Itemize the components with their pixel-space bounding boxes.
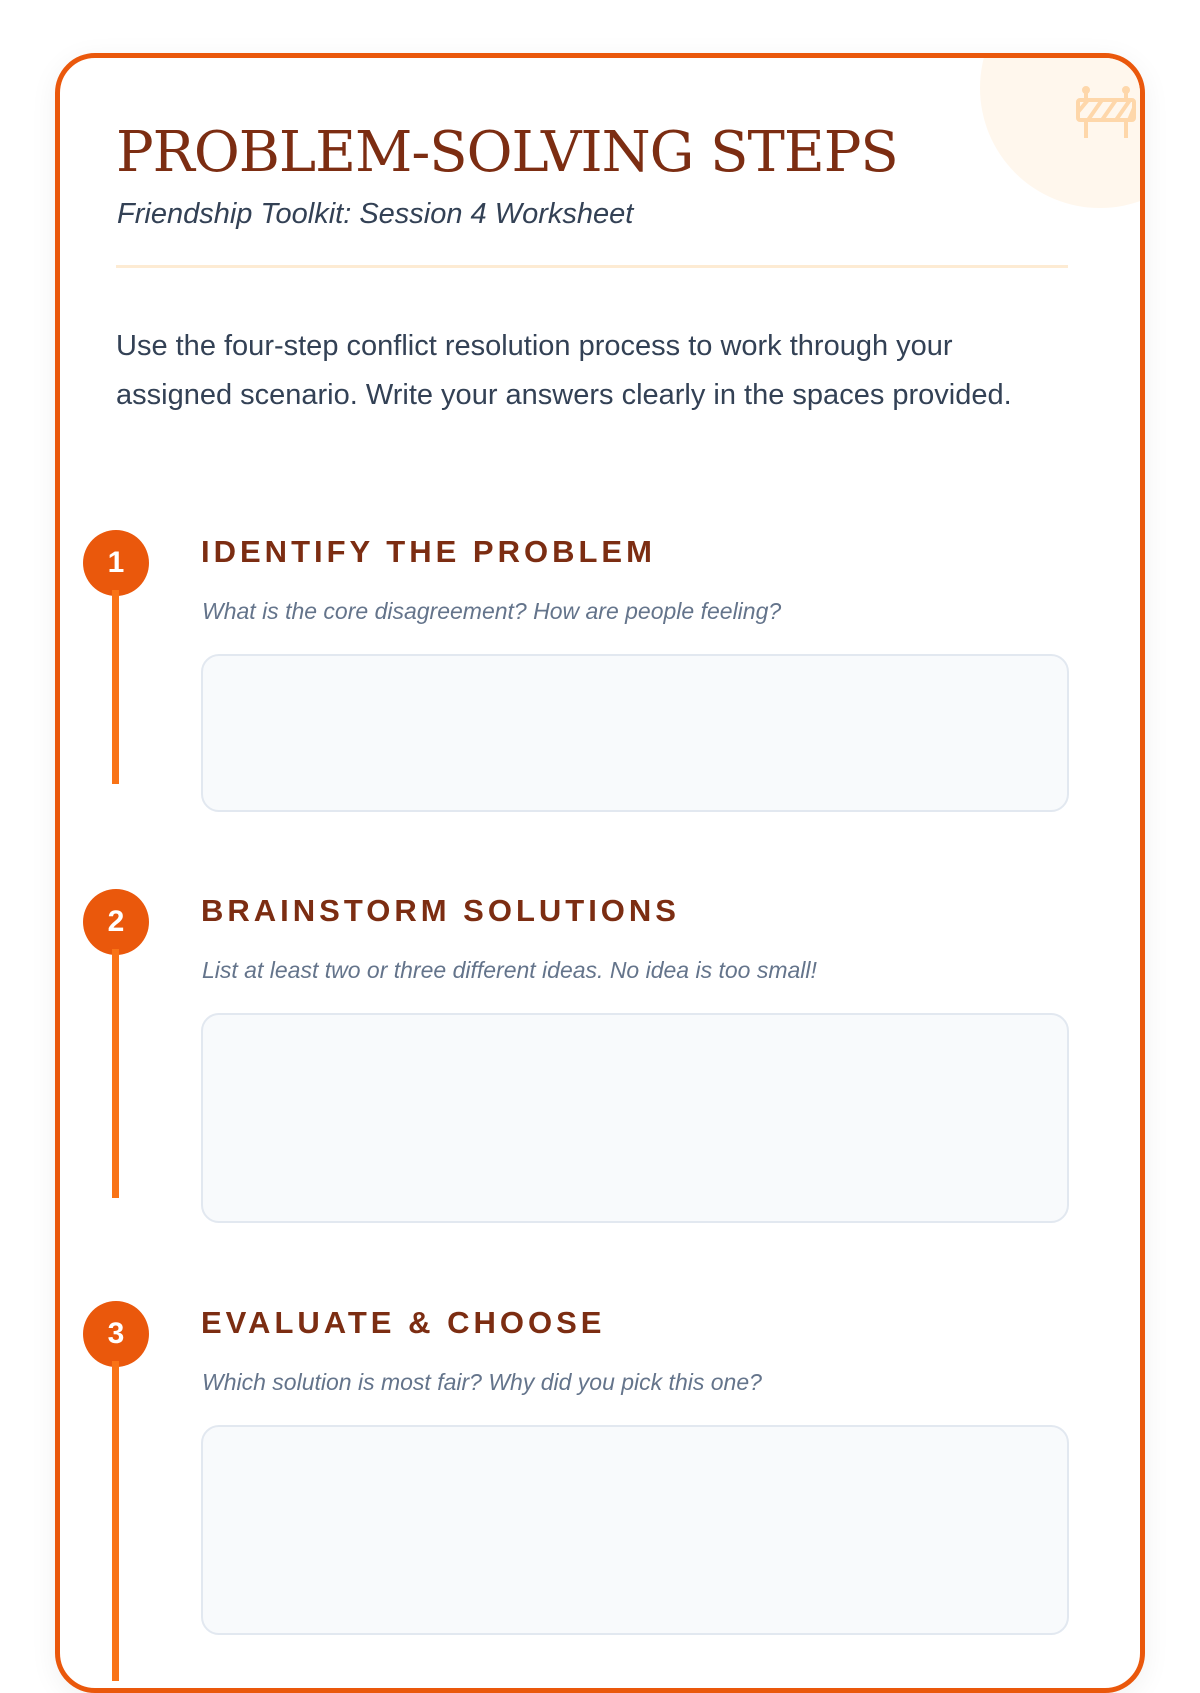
- worksheet-card: [55, 53, 1145, 1693]
- page-title: PROBLEM-SOLVING STEPS: [116, 120, 898, 185]
- step-number-badge: 2: [83, 889, 149, 955]
- road-barrier-icon: [1074, 86, 1138, 142]
- answer-field-identify-problem[interactable]: [201, 654, 1069, 812]
- step-prompt: What is the core disagreement? How are people feeling?: [202, 598, 782, 624]
- step-number-badge: 3: [83, 1301, 149, 1367]
- answer-field-brainstorm-solutions[interactable]: [201, 1013, 1069, 1223]
- page-subtitle: Friendship Toolkit: Session 4 Worksheet: [117, 198, 634, 230]
- timeline-connector: [112, 590, 119, 784]
- step-prompt: List at least two or three different ideas. No idea is too small!: [202, 957, 817, 983]
- step-title: BRAINSTORM SOLUTIONS: [201, 893, 680, 928]
- timeline-connector: [112, 949, 119, 1198]
- answer-field-evaluate-choose[interactable]: [201, 1425, 1069, 1635]
- instructions-text: Use the four-step conflict resolution process to work through your assigned scenario. Write your answers clearly in the spaces provided.: [116, 330, 1012, 411]
- step-number-badge: 1: [83, 530, 149, 596]
- step-prompt: Which solution is most fair? Why did you pick this one?: [202, 1369, 762, 1395]
- step-title: IDENTIFY THE PROBLEM: [201, 534, 656, 569]
- header-divider: [116, 265, 1068, 268]
- step-title: EVALUATE & CHOOSE: [201, 1305, 606, 1340]
- timeline-connector: [112, 1361, 119, 1681]
